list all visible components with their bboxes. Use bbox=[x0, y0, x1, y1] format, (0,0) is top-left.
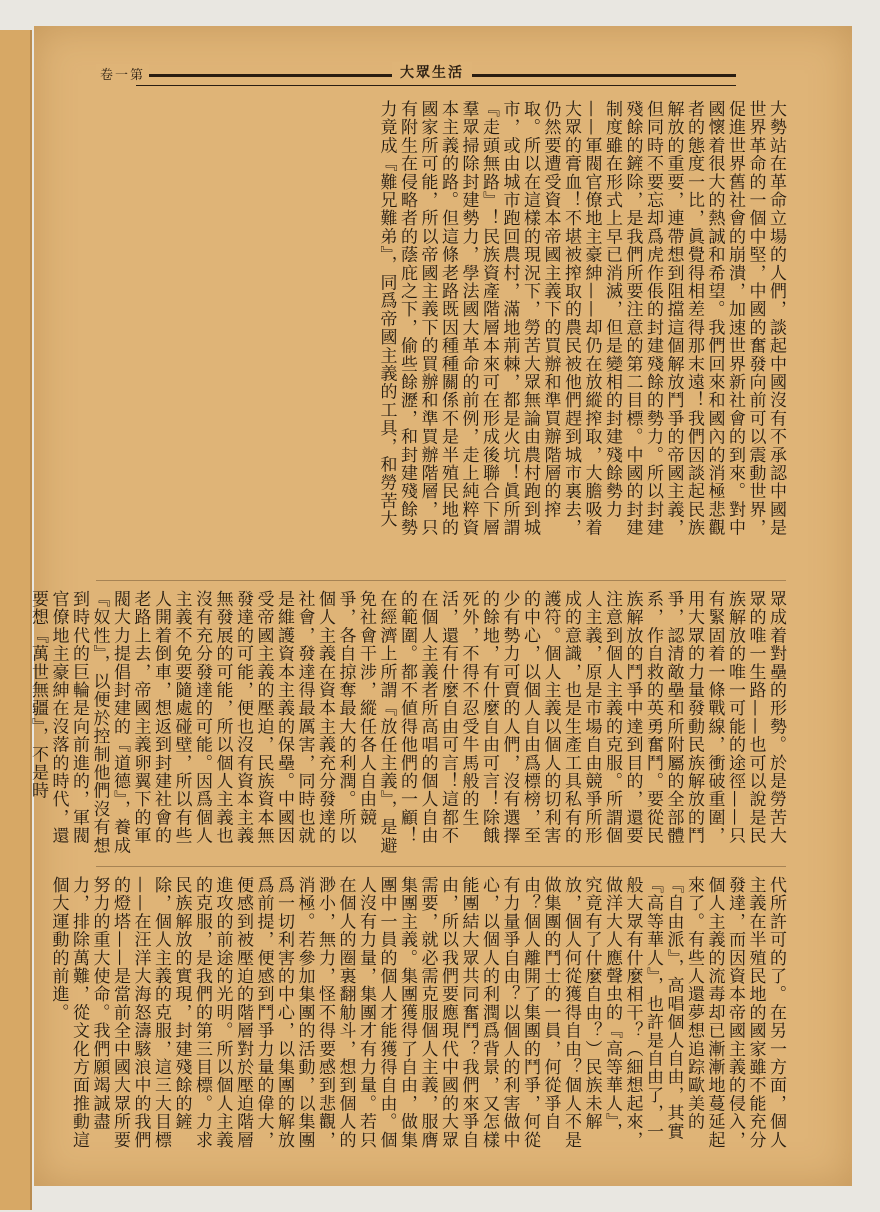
magazine-title: 大眾生活 bbox=[392, 62, 472, 82]
article-text-bottom: 代所許可的了。在另一方面，個人主義在半殖民地的國家雖不能充分發達，而因資本帝國主義的侵入，個人主義的流毒却已漸漸地蔓延起來了。有些人還夢想追踪歐美的『自由派』，高唱個人自由，其實『高等華人』，也許是自由了，一般大眾有什麼相干？（細想起來，做洋大人應聲虫的『高等華人』，究竟有了什麼自由？）民族未解放，個人何從獲得自由？個人不是做集團的鬥士的一員，何從爭自由？個人離開了集團的鬥爭，何從有力量爭自由？以個人的利害做中心，以個人的利潤爲背景，又怎樣能團結大眾共同奮鬥？我們來爭自由，所以我們要應現代中國的大眾需要，就必需克服個人主義，服膺集團主義。集團獲得了自由，做集團中一員的個人才能獲得自由。個人沒有力量，集團才有力量。若只在個人的圈裏翻觔斗，想到個人的渺小，無力，怪不得要感到悲觀，消極。若參加集團的活動，以集團爲一切利害的中心，以集團的解放爲前提，便感到鬥爭力量的偉大，便感到被壓迫的階層對於壓迫階層進攻的前途的光明。所以個人主義的克服，是我們的第三目標。力求民族解放的實現，封建殘餘的鏟除，個人主義的克服，這三大目標——在汪洋大海怒濤駭浪中的我們的燈塔——是當前全中國大眾所要努力的重大使命。我們願竭誠盡力，排除萬難，從文化方面推動這個大運動的前進。 bbox=[48, 876, 786, 1149]
section-divider bbox=[96, 580, 786, 581]
volume-label: 卷一第 bbox=[96, 64, 149, 83]
article-text-top: 大勢站在革命立場的人們，談起中國沒有不承認中國是世界革命的一個中堅，中國的奮發向前可以震動世界，促進世界舊社會的崩潰，加速世界新社會的到來。對中國懷着很大的熱誠和希望。我們回來和國內的消極悲觀者的態度一比，眞覺得相差得那末遠！我們因談起民族解放的重要，連帶想到阻擋這個解放鬥爭的帝國主義，但同時不要忘却爲虎作倀的封建殘餘的勢力。所以封建殘餘的鏟除，是我們所要注意的第二目標。中國的封建制度雖在形式上早已消滅，但是變相的封建殘餘勢力——軍閥官僚地主豪紳——却仍在放縱搾取，大膽吸着大眾的膏血！不堪被搾取的農民被他們趕到城市裏去，仍然要遭受資本帝國主義下的買辦和準買辦階層的搾取。所以在這樣的現況下，勞苦大眾無論由農村跑到城市，或由城市跑回農村，滿地荊棘，都是火坑！眞所謂『走頭無路』！民族資產階層本來可在形成後聯合下層羣眾掃除封建勢力，學法國大革命的前例，走上純粹資本主義的路。但這條老路既因種種關係不是半殖民地的國家所可能，所以帝國主義下的買辦和準買辦階層，只有附生在侵略者的蔭庇之下，偷些餘瀝，和封建殘餘勢力竟成『難兄難弟』，同爲帝國主義的工具，和勞苦大 bbox=[376, 100, 786, 537]
section-divider bbox=[96, 866, 786, 867]
article-text-middle: 眾成着對壘的形勢。於是勞苦大眾的唯一生路——也可以說是民族解放的唯一可能的途徑——只有緊固着一條戰線，衝破重圍，用大眾的力量發動民族解放的鬥爭，認清敵壘和所附屬的全部體系，作自救的英勇奮鬥。要從民族解放的鬥爭中達到目的，還要注意到個人主義的克服。所謂個人主義，原是市場自由競爭所形成的意識，也是生產工具私有的護符。個人主義以個人的切利害的中心，以個人自由爲標榜，至少有勢力可賣的人們，沒有選擇的餘地，有什麼自由可言！除餓死外，不得不忍受牛馬般的生活，還有什麼自由可言！這都不在個人主義者所高唱的個人自由的範圍。都不値得他們的一顧！在經濟上所謂『放任主義』，是避免社會干涉，縱任各人自由競爭，各自掠奪最大的利潤。所以個人主義在資本主義充分發達的社會，發達得最厲害，同時也就是維護資本主義的保壘。中國因受帝國主義的壓迫，民族資本無發達的可能，便也沒有資本主義無發展的可能，所以個人主義也沒有充分發達的可能。因爲個人主義不免要隨處碰壁，所以有些人開着倒車，想返到封建社會的老路上去，帝國主義卵翼下的軍閥大力提倡封建的『道德』，養成『奴性』，以便於控制他們沒有想到時代的巨輪是向前進的，軍閥官僚地主豪紳在沒落的時代，還要想『萬世無疆』，不是時 bbox=[28, 590, 786, 855]
